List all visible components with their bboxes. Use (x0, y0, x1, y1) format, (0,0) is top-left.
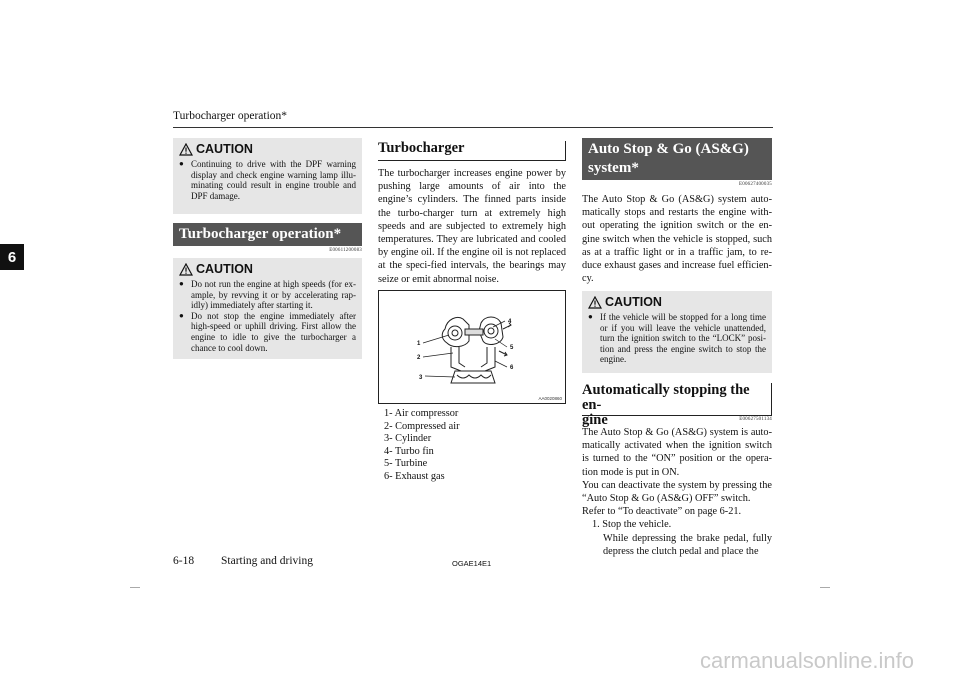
callout-2: 2 (417, 355, 421, 361)
bullet-icon: ● (179, 279, 184, 288)
heading-rule-end (565, 141, 566, 161)
asg-intro: The Auto Stop & Go (AS&G) system auto-matically stops and restarts the engine with-out operating the ignition switch or the en-gine switch when the vehicle is stopped, such as at a traffic light or in a traffic jam, to re-duce exhaust gases and increase fuel efficien-cy. (582, 194, 772, 285)
callout-1: 1 (417, 341, 421, 347)
callout-5: 5 (510, 345, 514, 351)
callout-4: 4 (508, 319, 512, 325)
header-rule (173, 127, 773, 128)
legend-item: 5- Turbine (384, 458, 428, 470)
caution-bullet-text: If the vehicle will be stopped for a long time or if you will leave the vehicle unattended, turn the ignition switch to the “LOCK” posi-tion and press the engine switch to stop the engine. (600, 312, 766, 365)
page-number: 6-18 (173, 555, 195, 567)
caution-title: CAUTION (196, 262, 253, 276)
turbocharger-description: The turbocharger increases engine power by pushing large amounts of air into the engine’s cylinders. The finned parts inside the turbo-charger turn at extremely high speeds and are subjected to extremely high temperatures. They are lubricated and cooled by engine oil. If the engine oil is not replaced at the speci-fied intervals, the bearings may seize or emit abnormal noise. (378, 168, 566, 285)
legend-item: 6- Exhaust gas (384, 470, 445, 482)
turbocharger-figure (378, 290, 566, 404)
heading-line: Automatically stopping the en- (582, 382, 750, 413)
running-head: Turbocharger operation* (173, 110, 288, 122)
legend-item: 1- Air compressor (384, 408, 459, 419)
caution-box-dpf (173, 138, 362, 214)
caution-bullet-text: Do not stop the engine immediately after high-speed or uphill driving. First allow the engine to idle to give the turbocharger a chance to cool down. (191, 310, 356, 353)
caution-bullet (588, 312, 766, 365)
section-code: E00627400035 (739, 182, 772, 187)
turbocharger-diagram (379, 291, 565, 403)
legend-item: 3- Cylinder (384, 433, 432, 445)
caution-box-turbo (173, 258, 362, 359)
legend-item: 2- Compressed air (384, 420, 460, 432)
caution-box-asg (582, 291, 772, 373)
warning-triangle-icon (179, 143, 193, 156)
auto-stop-body (582, 426, 772, 558)
chapter-tab: 6 (0, 244, 24, 270)
bullet-icon: ● (179, 159, 184, 168)
caution-title: CAUTION (196, 142, 253, 156)
figure-code: AA0020860 (538, 396, 562, 401)
bullet-icon: ● (588, 312, 593, 321)
caution-bullet-text: Do not run the engine at high speeds (for ex-ample, by revving it or by accelerating rap-idly) immediately after starting it. (191, 279, 356, 311)
section-title-asg (582, 138, 772, 180)
watermark: carmanualsonline.info (700, 648, 915, 673)
caution-title: CAUTION (605, 295, 662, 309)
warning-triangle-icon (588, 296, 602, 309)
sub-code: E00627501134 (739, 417, 772, 422)
crop-mark (130, 587, 140, 588)
section-title-line: Auto Stop & Go (AS&G) (588, 141, 749, 157)
caution-heading (179, 262, 356, 276)
section-title-text: Turbocharger operation* (179, 226, 342, 242)
caution-bullet (179, 311, 356, 353)
heading-line: gine (582, 412, 608, 428)
caution-bullet (179, 279, 356, 311)
body-paragraph: The Auto Stop & Go (AS&G) system is auto-matically activated when the ignition switch is turned to the “ON” position or the opera-tion mode is put in ON. (582, 427, 772, 478)
heading-rule-end (771, 383, 772, 416)
warning-triangle-icon (179, 263, 193, 276)
step-1-detail: While depressing the brake pedal, fully depress the clutch pedal and place the (603, 532, 772, 557)
bullet-icon: ● (179, 310, 184, 320)
body-paragraph: Refer to “To deactivate” on page 6-21. (582, 506, 742, 518)
footer-section: Starting and driving (221, 555, 313, 567)
caution-heading (179, 142, 356, 156)
heading-rule (582, 415, 772, 416)
crop-mark (820, 587, 830, 588)
caution-bullet-text: Continuing to drive with the DPF warning display and check engine warning lamp illu-minating could result in engine trouble and DPF damage. (191, 159, 356, 201)
heading-turbocharger: Turbocharger (378, 140, 465, 156)
section-code: E00611200083 (329, 248, 362, 253)
footer-code: OGAE14E1 (452, 559, 492, 568)
callout-6: 6 (510, 365, 514, 371)
section-title-line: system* (588, 160, 639, 176)
caution-bullet (179, 159, 356, 201)
callout-3: 3 (419, 375, 423, 381)
caution-heading (588, 295, 766, 309)
heading-rule (378, 160, 566, 161)
body-paragraph: You can deactivate the system by pressing the “Auto Stop & Go (AS&G) OFF” switch. (582, 479, 772, 505)
step-1: 1. Stop the vehicle. (592, 519, 672, 531)
figure-legend (384, 408, 564, 484)
legend-item: 4- Turbo fin (384, 445, 434, 457)
section-title-turbocharger-operation (173, 223, 362, 246)
